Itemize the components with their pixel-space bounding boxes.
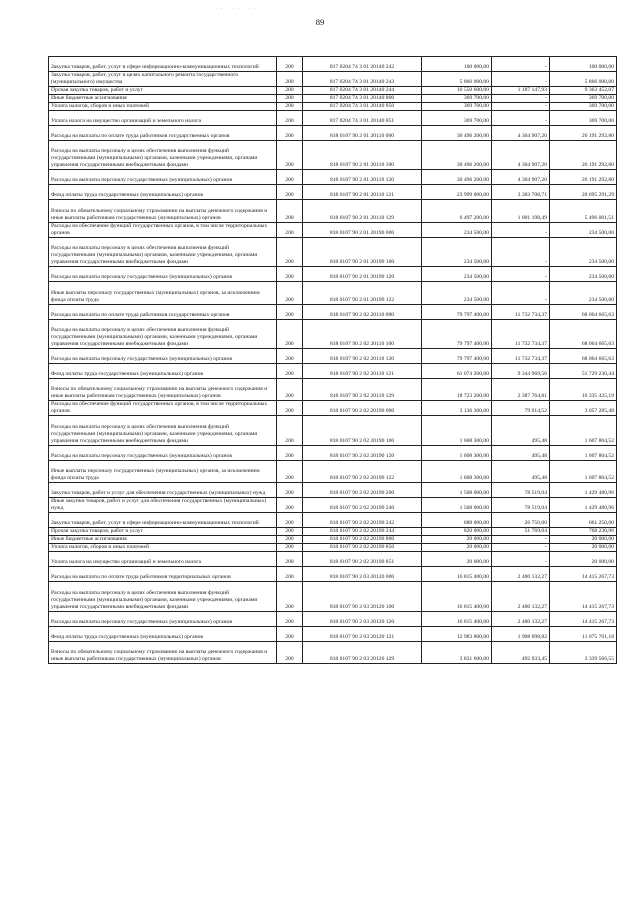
table-row bbox=[49, 611, 617, 626]
row-approved-amount: 16 815 400,00 bbox=[422, 567, 492, 582]
row-budget-code: 818 0107 90 2 03 20120 121 bbox=[303, 626, 422, 641]
table-row bbox=[49, 140, 617, 170]
row-budget-code: 818 0107 90 2 03 20120 120 bbox=[303, 611, 422, 626]
table-row bbox=[49, 86, 617, 94]
row-description: Взносы по обязательному социальному страхованию на выплаты денежного содержания и иные выплаты работникам государственных (муниципальных) органов bbox=[49, 641, 277, 663]
row-approved-amount: 16 815 400,00 bbox=[422, 582, 492, 612]
row-approved-amount: 369 700,00 bbox=[422, 94, 492, 102]
row-line-code: 200 bbox=[277, 86, 303, 94]
row-line-code: 200 bbox=[277, 57, 303, 72]
row-executed-amount: 4 304 907,20 bbox=[492, 170, 550, 185]
row-executed-amount: 26 750,00 bbox=[492, 513, 550, 528]
row-description: Расходы на выплаты персоналу государственных (муниципальных) органов bbox=[49, 170, 277, 185]
row-line-code: 200 bbox=[277, 567, 303, 582]
row-unexecuted-amount: 68 064 665,63 bbox=[550, 319, 617, 349]
row-description: Фонд оплаты труда государственных (муниципальных) органов bbox=[49, 185, 277, 200]
table-body bbox=[49, 57, 617, 664]
row-unexecuted-amount: 5 496 001,51 bbox=[550, 200, 617, 222]
row-executed-amount: - bbox=[492, 536, 550, 544]
row-line-code: 200 bbox=[277, 513, 303, 528]
row-budget-code: 818 0107 90 2 01 20110 120 bbox=[303, 170, 422, 185]
row-unexecuted-amount: 26 191 292,80 bbox=[550, 125, 617, 140]
row-unexecuted-amount: 14 415 267,73 bbox=[550, 582, 617, 612]
row-unexecuted-amount: 20 000,00 bbox=[550, 552, 617, 567]
row-description: Расходы на выплаты по оплате труда работников территориальных органов bbox=[49, 567, 277, 582]
row-approved-amount: 100 000,00 bbox=[422, 57, 492, 72]
row-budget-code: 818 0107 90 2 02 20110 120 bbox=[303, 349, 422, 364]
row-unexecuted-amount: 1 607 804,52 bbox=[550, 416, 617, 446]
table-row bbox=[49, 379, 617, 401]
table-row bbox=[49, 626, 617, 641]
table-row bbox=[49, 222, 617, 237]
row-approved-amount: 79 797 400,00 bbox=[422, 304, 492, 319]
row-line-code: 200 bbox=[277, 364, 303, 379]
row-description: Уплата налога на имущество организаций и земельного налога bbox=[49, 552, 277, 567]
row-line-code: 200 bbox=[277, 102, 303, 110]
row-approved-amount: 1 608 300,00 bbox=[422, 416, 492, 446]
table-row bbox=[49, 446, 617, 461]
table-row bbox=[49, 71, 617, 86]
row-line-code: 200 bbox=[277, 319, 303, 349]
row-executed-amount: 11 732 734,37 bbox=[492, 319, 550, 349]
row-approved-amount: 1 508 000,00 bbox=[422, 498, 492, 513]
row-line-code: 200 bbox=[277, 528, 303, 536]
row-executed-amount: - bbox=[492, 282, 550, 304]
row-unexecuted-amount: 1 429 480,96 bbox=[550, 483, 617, 498]
row-unexecuted-amount: 20 000,00 bbox=[550, 544, 617, 552]
row-approved-amount: 61 074 200,00 bbox=[422, 364, 492, 379]
row-line-code: 200 bbox=[277, 626, 303, 641]
row-budget-code: 818 0107 90 2 02 20190 240 bbox=[303, 498, 422, 513]
row-approved-amount: 79 797 400,00 bbox=[422, 349, 492, 364]
row-budget-code: 818 0107 90 2 01 20110 000 bbox=[303, 125, 422, 140]
row-budget-code: 818 0107 90 2 02 20190 120 bbox=[303, 446, 422, 461]
row-description: Закупка товаров, работ и услуг для обеспечения государственных (муниципальных) нужд bbox=[49, 483, 277, 498]
table-row bbox=[49, 267, 617, 282]
row-unexecuted-amount: 3 057 285,48 bbox=[550, 401, 617, 416]
row-executed-amount: 78 519,04 bbox=[492, 498, 550, 513]
row-unexecuted-amount: 3 339 566,55 bbox=[550, 641, 617, 663]
row-description: Фонд оплаты труда государственных (муниципальных) органов bbox=[49, 626, 277, 641]
row-description: Расходы на выплаты персоналу в целях обеспечения выполнения функций государственными (муниципальными) органами, казенными учреждениями, органами управления государственными внебюджетными фондами bbox=[49, 319, 277, 349]
row-line-code: 200 bbox=[277, 461, 303, 483]
row-approved-amount: 369 700,00 bbox=[422, 110, 492, 125]
row-approved-amount: 1 508 000,00 bbox=[422, 483, 492, 498]
row-approved-amount: 5 866 000,00 bbox=[422, 71, 492, 86]
row-budget-code: 818 0107 90 2 02 20190 242 bbox=[303, 513, 422, 528]
row-budget-code: 817 0204 74 3 01 20140 243 bbox=[303, 71, 422, 86]
row-budget-code: 817 0204 74 3 01 20140 244 bbox=[303, 86, 422, 94]
table-row bbox=[49, 110, 617, 125]
row-executed-amount: 1 908 098,82 bbox=[492, 626, 550, 641]
row-approved-amount: 18 723 200,00 bbox=[422, 379, 492, 401]
table-row bbox=[49, 552, 617, 567]
row-unexecuted-amount: 51 729 230,44 bbox=[550, 364, 617, 379]
row-description: Взносы по обязательному социальному страхованию на выплаты денежного содержания и иные выплаты работникам государственных (муниципальных) органов bbox=[49, 200, 277, 222]
row-unexecuted-amount: 5 866 000,00 bbox=[550, 71, 617, 86]
row-approved-amount: 234 500,00 bbox=[422, 237, 492, 267]
row-unexecuted-amount: 234 500,00 bbox=[550, 222, 617, 237]
row-description: Расходы на выплаты персоналу в целях обеспечения выполнения функций государственными (муниципальными) органами, казенными учреждениями, органами управления государственными внебюджетными фондами bbox=[49, 582, 277, 612]
row-budget-code: 818 0107 90 2 02 20110 129 bbox=[303, 379, 422, 401]
table-row bbox=[49, 170, 617, 185]
row-budget-code: 818 0107 90 2 01 20190 000 bbox=[303, 222, 422, 237]
row-unexecuted-amount: 369 700,00 bbox=[550, 102, 617, 110]
table-row bbox=[49, 94, 617, 102]
row-approved-amount: 6 497 200,00 bbox=[422, 200, 492, 222]
row-unexecuted-amount: 1 429 480,96 bbox=[550, 498, 617, 513]
row-executed-amount: 2 400 132,27 bbox=[492, 611, 550, 626]
row-budget-code: 818 0107 90 2 02 20190 000 bbox=[303, 401, 422, 416]
table-row bbox=[49, 536, 617, 544]
row-executed-amount: 495,48 bbox=[492, 461, 550, 483]
row-description: Иные бюджетные ассигнования bbox=[49, 94, 277, 102]
budget-execution-table bbox=[48, 56, 617, 664]
row-unexecuted-amount: 768 230,96 bbox=[550, 528, 617, 536]
row-executed-amount: - bbox=[492, 552, 550, 567]
row-executed-amount: 51 769,04 bbox=[492, 528, 550, 536]
row-unexecuted-amount: 68 064 665,63 bbox=[550, 304, 617, 319]
scan-artifact: · · · · · · · · · · bbox=[210, 6, 263, 12]
row-unexecuted-amount: 661 250,00 bbox=[550, 513, 617, 528]
row-approved-amount: 10 550 600,00 bbox=[422, 86, 492, 94]
table-row bbox=[49, 461, 617, 483]
row-budget-code: 817 0204 74 3 01 20140 800 bbox=[303, 94, 422, 102]
table-row bbox=[49, 237, 617, 267]
row-approved-amount: 20 000,00 bbox=[422, 536, 492, 544]
row-executed-amount: - bbox=[492, 57, 550, 72]
row-executed-amount: - bbox=[492, 102, 550, 110]
row-description: Расходы на обеспечение функций государственных органов, в том числе территориальных органов bbox=[49, 401, 277, 416]
row-executed-amount: 4 304 907,20 bbox=[492, 140, 550, 170]
row-approved-amount: 20 000,00 bbox=[422, 544, 492, 552]
row-line-code: 200 bbox=[277, 401, 303, 416]
row-line-code: 200 bbox=[277, 641, 303, 663]
row-executed-amount: 2 387 764,81 bbox=[492, 379, 550, 401]
row-description: Иные выплаты персоналу государственных (муниципальных) органов, за исключением фонда оплаты труда bbox=[49, 461, 277, 483]
table-row bbox=[49, 567, 617, 582]
row-executed-amount: 78 519,04 bbox=[492, 483, 550, 498]
row-line-code: 200 bbox=[277, 185, 303, 200]
row-approved-amount: 688 000,00 bbox=[422, 513, 492, 528]
row-description: Прочая закупка товаров, работ и услуг bbox=[49, 528, 277, 536]
row-line-code: 200 bbox=[277, 536, 303, 544]
row-unexecuted-amount: 68 064 665,63 bbox=[550, 349, 617, 364]
row-executed-amount: 492 033,45 bbox=[492, 641, 550, 663]
row-executed-amount: - bbox=[492, 71, 550, 86]
table-row bbox=[49, 483, 617, 498]
table-row bbox=[49, 416, 617, 446]
row-line-code: 200 bbox=[277, 349, 303, 364]
row-line-code: 200 bbox=[277, 582, 303, 612]
row-line-code: 200 bbox=[277, 446, 303, 461]
table-row bbox=[49, 57, 617, 72]
row-unexecuted-amount: 14 415 267,73 bbox=[550, 567, 617, 582]
table-row bbox=[49, 544, 617, 552]
row-line-code: 200 bbox=[277, 125, 303, 140]
row-approved-amount: 369 700,00 bbox=[422, 102, 492, 110]
row-budget-code: 818 0107 90 2 02 20190 200 bbox=[303, 483, 422, 498]
table-row bbox=[49, 349, 617, 364]
row-executed-amount: 495,48 bbox=[492, 446, 550, 461]
row-budget-code: 818 0107 90 2 01 20190 100 bbox=[303, 237, 422, 267]
row-executed-amount: 1 187 147,93 bbox=[492, 86, 550, 94]
row-line-code: 200 bbox=[277, 544, 303, 552]
row-unexecuted-amount: 1 607 804,52 bbox=[550, 446, 617, 461]
row-description: Расходы на выплаты по оплате труда работников государственных органов bbox=[49, 125, 277, 140]
table-row bbox=[49, 364, 617, 379]
row-executed-amount: 495,48 bbox=[492, 416, 550, 446]
row-executed-amount: 3 303 708,71 bbox=[492, 185, 550, 200]
row-unexecuted-amount: 234 500,00 bbox=[550, 237, 617, 267]
table-row bbox=[49, 641, 617, 663]
row-unexecuted-amount: 9 363 452,07 bbox=[550, 86, 617, 94]
row-line-code: 200 bbox=[277, 237, 303, 267]
row-budget-code: 817 0204 74 3 01 20140 850 bbox=[303, 102, 422, 110]
table-row bbox=[49, 282, 617, 304]
row-description: Расходы на выплаты персоналу государственных (муниципальных) органов bbox=[49, 349, 277, 364]
row-description: Уплата налогов, сборов и иных платежей bbox=[49, 102, 277, 110]
row-unexecuted-amount: 234 500,00 bbox=[550, 282, 617, 304]
row-description: Иные выплаты персоналу государственных (муниципальных) органов, за исключением фонда оплаты труда bbox=[49, 282, 277, 304]
row-approved-amount: 820 000,00 bbox=[422, 528, 492, 536]
table-row bbox=[49, 513, 617, 528]
table-row bbox=[49, 102, 617, 110]
row-executed-amount: 9 344 969,56 bbox=[492, 364, 550, 379]
row-budget-code: 818 0107 90 2 03 20120 100 bbox=[303, 582, 422, 612]
row-executed-amount: 1 001 198,49 bbox=[492, 200, 550, 222]
row-budget-code: 817 0204 74 3 01 20140 851 bbox=[303, 110, 422, 125]
row-line-code: 200 bbox=[277, 170, 303, 185]
row-budget-code: 818 0107 90 2 01 20110 129 bbox=[303, 200, 422, 222]
row-description: Расходы на выплаты персоналу государственных (муниципальных) органов bbox=[49, 267, 277, 282]
row-approved-amount: 12 983 800,00 bbox=[422, 626, 492, 641]
table-row bbox=[49, 498, 617, 513]
row-line-code: 200 bbox=[277, 110, 303, 125]
row-executed-amount: - bbox=[492, 94, 550, 102]
row-approved-amount: 234 500,00 bbox=[422, 282, 492, 304]
row-budget-code: 818 0107 90 2 01 20190 122 bbox=[303, 282, 422, 304]
row-budget-code: 818 0107 90 2 02 20190 850 bbox=[303, 544, 422, 552]
row-budget-code: 818 0107 90 2 02 20190 122 bbox=[303, 461, 422, 483]
row-approved-amount: 234 500,00 bbox=[422, 267, 492, 282]
row-line-code: 200 bbox=[277, 94, 303, 102]
row-budget-code: 818 0107 90 2 01 20110 100 bbox=[303, 140, 422, 170]
row-description: Расходы на выплаты персоналу в целях обеспечения выполнения функций государственными (муниципальными) органами, казенными учреждениями, органами управления государственными внебюджетными фондами bbox=[49, 237, 277, 267]
row-line-code: 200 bbox=[277, 416, 303, 446]
row-approved-amount: 1 608 300,00 bbox=[422, 461, 492, 483]
row-description: Взносы по обязательному социальному страхованию на выплаты денежного содержания и иные выплаты работникам государственных (муниципальных) органов bbox=[49, 379, 277, 401]
table-row bbox=[49, 528, 617, 536]
row-unexecuted-amount: 11 075 701,18 bbox=[550, 626, 617, 641]
row-unexecuted-amount: 20 000,00 bbox=[550, 536, 617, 544]
row-line-code: 200 bbox=[277, 267, 303, 282]
row-unexecuted-amount: 16 335 435,19 bbox=[550, 379, 617, 401]
table-row bbox=[49, 582, 617, 612]
row-line-code: 200 bbox=[277, 71, 303, 86]
row-line-code: 200 bbox=[277, 282, 303, 304]
row-budget-code: 818 0107 90 2 03 20120 000 bbox=[303, 567, 422, 582]
table-row bbox=[49, 401, 617, 416]
row-unexecuted-amount: 369 700,00 bbox=[550, 94, 617, 102]
row-description: Закупка товаров, работ, услуг в сфере информационно-коммуникационных технологий bbox=[49, 513, 277, 528]
row-description: Закупка товаров, работ, услуг в целях капитального ремонта государственного (муниципального) имущества bbox=[49, 71, 277, 86]
row-approved-amount: 23 999 000,00 bbox=[422, 185, 492, 200]
row-approved-amount: 1 608 300,00 bbox=[422, 446, 492, 461]
page-number: 89 bbox=[315, 17, 325, 27]
row-budget-code: 818 0107 90 2 02 20110 121 bbox=[303, 364, 422, 379]
row-executed-amount: 11 732 734,37 bbox=[492, 349, 550, 364]
row-approved-amount: 3 136 300,00 bbox=[422, 401, 492, 416]
row-line-code: 200 bbox=[277, 483, 303, 498]
row-executed-amount: - bbox=[492, 237, 550, 267]
row-executed-amount: - bbox=[492, 222, 550, 237]
row-line-code: 200 bbox=[277, 140, 303, 170]
row-approved-amount: 16 815 400,00 bbox=[422, 611, 492, 626]
row-description: Расходы на выплаты персоналу государственных (муниципальных) органов bbox=[49, 611, 277, 626]
table-row bbox=[49, 304, 617, 319]
row-approved-amount: 30 496 200,00 bbox=[422, 170, 492, 185]
row-line-code: 200 bbox=[277, 498, 303, 513]
row-executed-amount: 11 732 734,37 bbox=[492, 304, 550, 319]
row-description: Расходы на выплаты персоналу в целях обеспечения выполнения функций государственными (муниципальными) органами, казенными учреждениями, органами управления государственными внебюджетными фондами bbox=[49, 140, 277, 170]
row-budget-code: 818 0107 90 2 02 20110 000 bbox=[303, 304, 422, 319]
row-budget-code: 818 0107 90 2 02 20190 800 bbox=[303, 536, 422, 544]
row-description: Фонд оплаты труда государственных (муниципальных) органов bbox=[49, 364, 277, 379]
row-description: Расходы на выплаты персоналу государственных (муниципальных) органов bbox=[49, 446, 277, 461]
row-unexecuted-amount: 26 191 292,80 bbox=[550, 140, 617, 170]
row-description: Расходы на обеспечение функций государственных органов, в том числе территориальных органов bbox=[49, 222, 277, 237]
row-unexecuted-amount: 20 695 291,29 bbox=[550, 185, 617, 200]
row-budget-code: 818 0107 90 2 03 20120 129 bbox=[303, 641, 422, 663]
table-row bbox=[49, 185, 617, 200]
row-executed-amount: 4 304 907,20 bbox=[492, 125, 550, 140]
row-line-code: 200 bbox=[277, 552, 303, 567]
row-line-code: 200 bbox=[277, 222, 303, 237]
row-description: Уплата налогов, сборов и иных платежей bbox=[49, 544, 277, 552]
table-row bbox=[49, 125, 617, 140]
row-approved-amount: 79 797 400,00 bbox=[422, 319, 492, 349]
table-row bbox=[49, 319, 617, 349]
row-executed-amount: 79 014,52 bbox=[492, 401, 550, 416]
row-executed-amount: - bbox=[492, 110, 550, 125]
row-approved-amount: 30 496 200,00 bbox=[422, 125, 492, 140]
table-row bbox=[49, 200, 617, 222]
row-budget-code: 818 0107 90 2 01 20110 121 bbox=[303, 185, 422, 200]
row-approved-amount: 30 496 200,00 bbox=[422, 140, 492, 170]
row-unexecuted-amount: 369 700,00 bbox=[550, 110, 617, 125]
row-line-code: 200 bbox=[277, 200, 303, 222]
row-budget-code: 817 0204 74 3 01 20140 242 bbox=[303, 57, 422, 72]
row-description: Расходы на выплаты по оплате труда работников государственных органов bbox=[49, 304, 277, 319]
row-description: Уплата налога на имущество организаций и земельного налога bbox=[49, 110, 277, 125]
row-unexecuted-amount: 234 500,00 bbox=[550, 267, 617, 282]
row-budget-code: 818 0107 90 2 01 20190 120 bbox=[303, 267, 422, 282]
row-line-code: 200 bbox=[277, 379, 303, 401]
row-unexecuted-amount: 26 191 292,80 bbox=[550, 170, 617, 185]
row-description: Иные бюджетные ассигнования bbox=[49, 536, 277, 544]
row-executed-amount: 2 400 132,27 bbox=[492, 582, 550, 612]
row-unexecuted-amount: 100 000,00 bbox=[550, 57, 617, 72]
row-budget-code: 818 0107 90 2 02 20190 851 bbox=[303, 552, 422, 567]
row-executed-amount: - bbox=[492, 544, 550, 552]
row-executed-amount: - bbox=[492, 267, 550, 282]
row-unexecuted-amount: 1 607 804,52 bbox=[550, 461, 617, 483]
row-approved-amount: 234 500,00 bbox=[422, 222, 492, 237]
row-budget-code: 818 0107 90 2 02 20190 100 bbox=[303, 416, 422, 446]
row-executed-amount: 2 400 132,27 bbox=[492, 567, 550, 582]
row-description: Закупка товаров, работ, услуг в сфере информационно-коммуникационных технологий bbox=[49, 57, 277, 72]
row-approved-amount: 3 831 600,00 bbox=[422, 641, 492, 663]
row-description: Расходы на выплаты персоналу в целях обеспечения выполнения функций государственными (муниципальными) органами, казенными учреждениями, органами управления государственными внебюджетными фондами bbox=[49, 416, 277, 446]
row-unexecuted-amount: 14 415 267,73 bbox=[550, 611, 617, 626]
row-line-code: 200 bbox=[277, 611, 303, 626]
row-budget-code: 818 0107 90 2 02 20110 100 bbox=[303, 319, 422, 349]
row-line-code: 200 bbox=[277, 304, 303, 319]
row-description: Прочая закупка товаров, работ и услуг bbox=[49, 86, 277, 94]
row-description: Иные закупки товаров, работ и услуг для обеспечения государственных (муниципальных) нужд bbox=[49, 498, 277, 513]
row-budget-code: 818 0107 90 2 02 20190 244 bbox=[303, 528, 422, 536]
row-approved-amount: 20 000,00 bbox=[422, 552, 492, 567]
